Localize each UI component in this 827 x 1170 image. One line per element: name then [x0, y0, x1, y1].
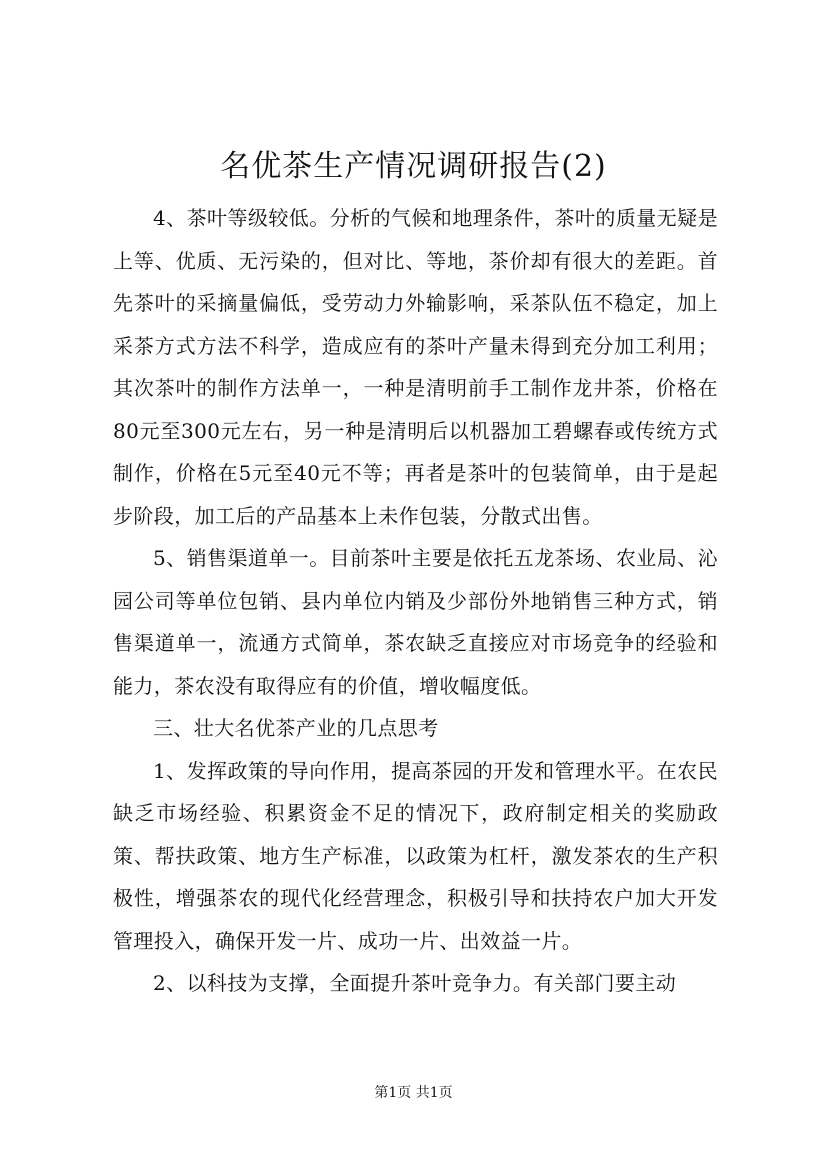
page-number-footer: 第1页 共1页	[374, 1085, 453, 1101]
paragraph-sales-channel: 5、销售渠道单一。目前茶叶主要是依托五龙茶场、农业局、沁园公司等单位包销、县内单位内销及少部份外地销售三种方式，销售渠道单一，流通方式简单，茶农缺乏直接应对市场竞争的经验和能力，茶农没有取得应有的价值，增收幅度低。	[113, 546, 718, 698]
document-title: 名优茶生产情况调研报告(2)	[220, 149, 607, 184]
paragraph-tea-grade: 4、茶叶等级较低。分析的气候和地理条件，茶叶的质量无疑是上等、优质、无污染的，但对比、等地，茶价却有很大的差距。首先茶叶的采摘量偏低，受劳动力外输影响，采茶队伍不稳定，加上采茶方式方法不科学，造成应有的茶叶产量未得到充分加工利用；其次茶叶的制作方法单一，一种是清明前手工制作龙井茶，价格在80元至300元左右，另一种是清明后以机器加工碧螺春或传统方式制作，价格在5元至40元不等；再者是茶叶的包装简单，由于是起步阶段，加工后的产品基本上未作包装，分散式出售。	[113, 206, 718, 528]
section-heading-thoughts: 三、壮大名优茶产业的几点思考	[153, 716, 439, 740]
document-body	[113, 197, 718, 1005]
paragraph-policy-guidance: 1、发挥政策的导向作用，提高茶园的开发和管理水平。在农民缺乏市场经验、积累资金不足的情况下，政府制定相关的奖励政策、帮扶政策、地方生产标准，以政策为杠杆，激发茶农的生产积极性，增强茶农的现代化经营理念，积极引导和扶持农户加大开发管理投入，确保开发一片、成功一片、出效益一片。	[113, 758, 718, 953]
paragraph-technology-support: 2、以科技为支撑，全面提升茶叶竞争力。有关部门要主动	[153, 971, 677, 995]
